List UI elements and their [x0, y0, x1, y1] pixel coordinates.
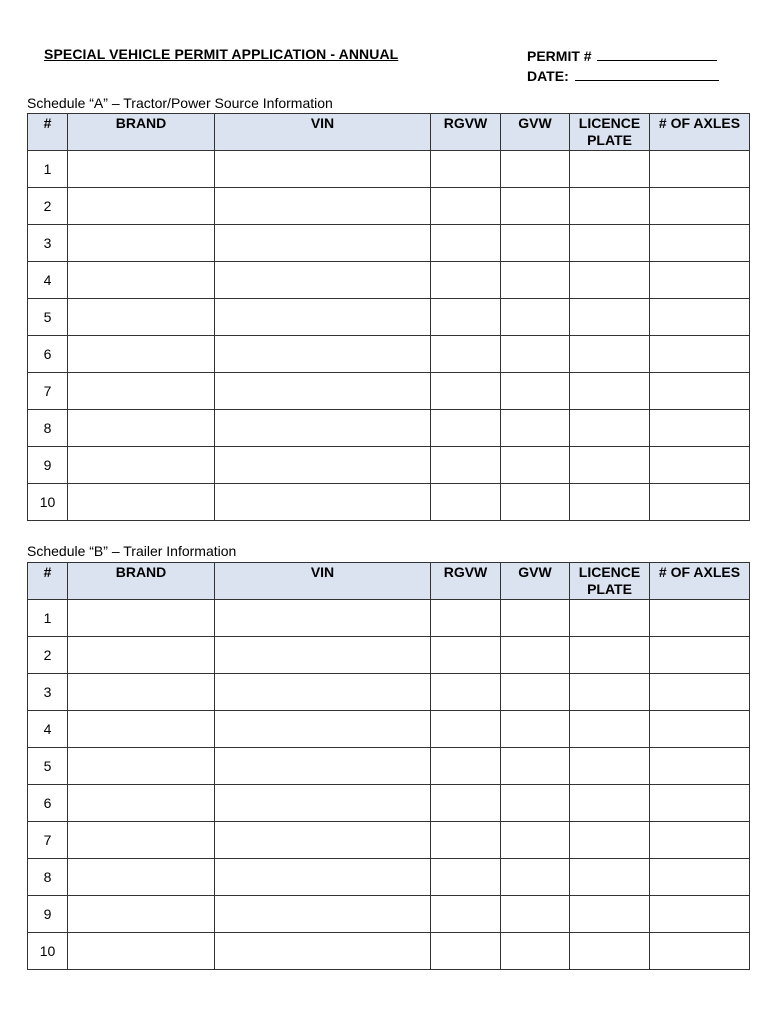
schedule-b-table: [27, 562, 750, 970]
row-number: 5: [28, 299, 68, 336]
row-number: 4: [28, 711, 68, 748]
rgvw-cell[interactable]: [431, 151, 501, 188]
gvw-cell[interactable]: [501, 637, 570, 674]
gvw-cell[interactable]: [501, 896, 570, 933]
axles-cell[interactable]: [650, 410, 750, 447]
brand-cell[interactable]: [68, 447, 215, 484]
table-row: [28, 933, 750, 970]
col-gvw-header: GVW: [501, 114, 570, 151]
rgvw-cell[interactable]: [431, 748, 501, 785]
permit-number-line[interactable]: [597, 46, 717, 61]
gvw-cell[interactable]: [501, 410, 570, 447]
licence-plate-cell[interactable]: [570, 822, 650, 859]
vin-cell[interactable]: [215, 262, 431, 299]
row-number: 8: [28, 859, 68, 896]
table-row: [28, 822, 750, 859]
rgvw-cell[interactable]: [431, 859, 501, 896]
rgvw-cell[interactable]: [431, 373, 501, 410]
licence-plate-cell[interactable]: [570, 785, 650, 822]
licence-plate-cell[interactable]: [570, 859, 650, 896]
axles-cell[interactable]: [650, 484, 750, 521]
vin-cell[interactable]: [215, 859, 431, 896]
brand-cell[interactable]: [68, 299, 215, 336]
gvw-cell[interactable]: [501, 822, 570, 859]
licence-plate-cell[interactable]: [570, 447, 650, 484]
row-number: 4: [28, 262, 68, 299]
row-number: 9: [28, 447, 68, 484]
licence-plate-cell[interactable]: [570, 637, 650, 674]
row-number: 3: [28, 674, 68, 711]
schedule-b-caption: Schedule “B” – Trailer Information: [27, 543, 237, 559]
vin-cell[interactable]: [215, 225, 431, 262]
row-number: 2: [28, 188, 68, 225]
permit-number-label: PERMIT #: [527, 48, 592, 64]
vin-cell[interactable]: [215, 785, 431, 822]
brand-cell[interactable]: [68, 188, 215, 225]
axles-cell[interactable]: [650, 336, 750, 373]
table-row: [28, 225, 750, 262]
brand-cell[interactable]: [68, 225, 215, 262]
row-number: 6: [28, 785, 68, 822]
gvw-cell[interactable]: [501, 447, 570, 484]
licence-plate-cell[interactable]: [570, 484, 650, 521]
axles-cell[interactable]: [650, 299, 750, 336]
brand-cell[interactable]: [68, 933, 215, 970]
rgvw-cell[interactable]: [431, 225, 501, 262]
brand-cell[interactable]: [68, 822, 215, 859]
gvw-cell[interactable]: [501, 262, 570, 299]
col-brand-header: BRAND: [68, 114, 215, 151]
brand-cell[interactable]: [68, 748, 215, 785]
rgvw-cell[interactable]: [431, 711, 501, 748]
rgvw-cell[interactable]: [431, 785, 501, 822]
gvw-cell[interactable]: [501, 188, 570, 225]
vin-cell[interactable]: [215, 151, 431, 188]
vin-cell[interactable]: [215, 711, 431, 748]
table-row: [28, 262, 750, 299]
gvw-cell[interactable]: [501, 674, 570, 711]
rgvw-cell[interactable]: [431, 299, 501, 336]
row-number: 5: [28, 748, 68, 785]
table-row: [28, 336, 750, 373]
row-number: 7: [28, 822, 68, 859]
brand-cell[interactable]: [68, 637, 215, 674]
gvw-cell[interactable]: [501, 711, 570, 748]
vin-cell[interactable]: [215, 933, 431, 970]
col-gvw-header: GVW: [501, 563, 570, 600]
licence-plate-cell[interactable]: [570, 600, 650, 637]
licence-plate-cell[interactable]: [570, 674, 650, 711]
axles-cell[interactable]: [650, 600, 750, 637]
schedule-a-table: [27, 113, 750, 521]
row-number: 2: [28, 637, 68, 674]
brand-cell[interactable]: [68, 336, 215, 373]
gvw-cell[interactable]: [501, 933, 570, 970]
brand-cell[interactable]: [68, 410, 215, 447]
axles-cell[interactable]: [650, 373, 750, 410]
table-header-row: [28, 114, 750, 151]
rgvw-cell[interactable]: [431, 447, 501, 484]
vin-cell[interactable]: [215, 896, 431, 933]
brand-cell[interactable]: [68, 373, 215, 410]
table-header-row: [28, 563, 750, 600]
vin-cell[interactable]: [215, 299, 431, 336]
brand-cell[interactable]: [68, 785, 215, 822]
vin-cell[interactable]: [215, 373, 431, 410]
vin-cell[interactable]: [215, 674, 431, 711]
rgvw-cell[interactable]: [431, 674, 501, 711]
rgvw-cell[interactable]: [431, 600, 501, 637]
axles-cell[interactable]: [650, 896, 750, 933]
brand-cell[interactable]: [68, 711, 215, 748]
axles-cell[interactable]: [650, 151, 750, 188]
table-row: [28, 748, 750, 785]
axles-cell[interactable]: [650, 637, 750, 674]
row-number: 7: [28, 373, 68, 410]
col-rgvw-header: RGVW: [431, 563, 501, 600]
brand-cell[interactable]: [68, 600, 215, 637]
row-number: 6: [28, 336, 68, 373]
vin-cell[interactable]: [215, 447, 431, 484]
licence-plate-cell[interactable]: [570, 336, 650, 373]
table-row: [28, 785, 750, 822]
axles-cell[interactable]: [650, 447, 750, 484]
licence-plate-cell[interactable]: [570, 933, 650, 970]
row-number: 1: [28, 151, 68, 188]
brand-cell[interactable]: [68, 484, 215, 521]
axles-cell[interactable]: [650, 188, 750, 225]
licence-plate-cell[interactable]: [570, 225, 650, 262]
table-row: [28, 711, 750, 748]
gvw-cell[interactable]: [501, 299, 570, 336]
table-row: [28, 859, 750, 896]
licence-plate-cell[interactable]: [570, 188, 650, 225]
rgvw-cell[interactable]: [431, 262, 501, 299]
brand-cell[interactable]: [68, 859, 215, 896]
rgvw-cell[interactable]: [431, 822, 501, 859]
licence-plate-cell[interactable]: [570, 262, 650, 299]
table-row: [28, 674, 750, 711]
table-row: [28, 410, 750, 447]
col-licence-plate-header: LICENCE PLATE: [570, 114, 650, 151]
row-number: 8: [28, 410, 68, 447]
axles-cell[interactable]: [650, 785, 750, 822]
rgvw-cell[interactable]: [431, 933, 501, 970]
licence-plate-cell[interactable]: [570, 373, 650, 410]
col-number-header: #: [28, 114, 68, 151]
table-row: [28, 447, 750, 484]
rgvw-cell[interactable]: [431, 336, 501, 373]
date-field: [527, 66, 719, 84]
rgvw-cell[interactable]: [431, 410, 501, 447]
date-label: DATE:: [527, 68, 569, 84]
axles-cell[interactable]: [650, 933, 750, 970]
col-licence-plate-header: LICENCE PLATE: [570, 563, 650, 600]
vin-cell[interactable]: [215, 637, 431, 674]
vin-cell[interactable]: [215, 336, 431, 373]
table-row: [28, 188, 750, 225]
row-number: 10: [28, 484, 68, 521]
brand-cell[interactable]: [68, 674, 215, 711]
row-number: 3: [28, 225, 68, 262]
vin-cell[interactable]: [215, 748, 431, 785]
table-row: [28, 896, 750, 933]
rgvw-cell[interactable]: [431, 188, 501, 225]
table-row: [28, 299, 750, 336]
axles-cell[interactable]: [650, 859, 750, 896]
brand-cell[interactable]: [68, 262, 215, 299]
vin-cell[interactable]: [215, 822, 431, 859]
table-row: [28, 151, 750, 188]
rgvw-cell[interactable]: [431, 637, 501, 674]
vin-cell[interactable]: [215, 188, 431, 225]
col-rgvw-header: RGVW: [431, 114, 501, 151]
gvw-cell[interactable]: [501, 785, 570, 822]
date-line[interactable]: [575, 66, 719, 81]
brand-cell[interactable]: [68, 896, 215, 933]
col-vin-header: VIN: [215, 563, 431, 600]
schedule-a-caption: Schedule “A” – Tractor/Power Source Information: [27, 95, 333, 111]
axles-cell[interactable]: [650, 225, 750, 262]
licence-plate-cell[interactable]: [570, 748, 650, 785]
rgvw-cell[interactable]: [431, 484, 501, 521]
col-axles-header: # OF AXLES: [650, 563, 750, 600]
licence-plate-cell[interactable]: [570, 299, 650, 336]
gvw-cell[interactable]: [501, 373, 570, 410]
gvw-cell[interactable]: [501, 225, 570, 262]
axles-cell[interactable]: [650, 711, 750, 748]
licence-plate-cell[interactable]: [570, 711, 650, 748]
vin-cell[interactable]: [215, 484, 431, 521]
table-row: [28, 484, 750, 521]
gvw-cell[interactable]: [501, 484, 570, 521]
col-vin-header: VIN: [215, 114, 431, 151]
licence-plate-cell[interactable]: [570, 410, 650, 447]
gvw-cell[interactable]: [501, 336, 570, 373]
col-number-header: #: [28, 563, 68, 600]
licence-plate-cell[interactable]: [570, 896, 650, 933]
licence-plate-cell[interactable]: [570, 151, 650, 188]
form-title: SPECIAL VEHICLE PERMIT APPLICATION - ANNUAL: [44, 46, 399, 62]
axles-cell[interactable]: [650, 748, 750, 785]
row-number: 1: [28, 600, 68, 637]
gvw-cell[interactable]: [501, 748, 570, 785]
row-number: 10: [28, 933, 68, 970]
vin-cell[interactable]: [215, 410, 431, 447]
table-row: [28, 373, 750, 410]
permit-number-field: [527, 46, 717, 64]
vin-cell[interactable]: [215, 600, 431, 637]
row-number: 9: [28, 896, 68, 933]
gvw-cell[interactable]: [501, 600, 570, 637]
table-row: [28, 600, 750, 637]
brand-cell[interactable]: [68, 151, 215, 188]
axles-cell[interactable]: [650, 262, 750, 299]
gvw-cell[interactable]: [501, 859, 570, 896]
col-brand-header: BRAND: [68, 563, 215, 600]
axles-cell[interactable]: [650, 674, 750, 711]
rgvw-cell[interactable]: [431, 896, 501, 933]
gvw-cell[interactable]: [501, 151, 570, 188]
col-axles-header: # OF AXLES: [650, 114, 750, 151]
axles-cell[interactable]: [650, 822, 750, 859]
table-row: [28, 637, 750, 674]
